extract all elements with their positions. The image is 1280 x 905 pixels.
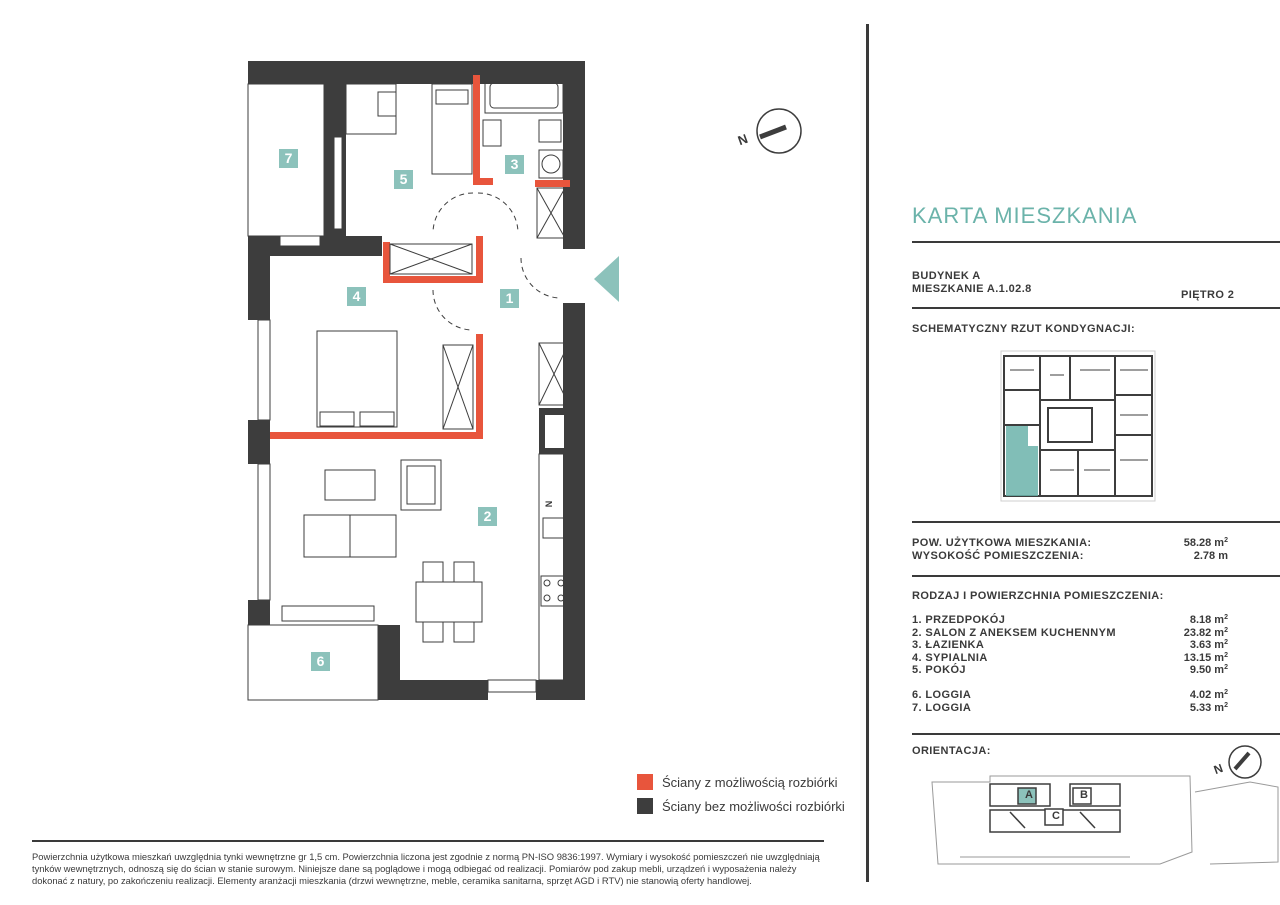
room-badge-4: 4 bbox=[347, 287, 366, 306]
rule-5 bbox=[912, 733, 1280, 735]
room-area: 13.15 $m^2$ bbox=[1183, 651, 1228, 664]
room-badge-3: 3 bbox=[505, 155, 524, 174]
room-row bbox=[912, 652, 1228, 665]
room-name: 4. SYPIALNIA bbox=[912, 651, 988, 664]
loggia-row bbox=[912, 702, 1228, 715]
site-plan bbox=[930, 772, 1280, 867]
room-row bbox=[912, 627, 1228, 640]
loggia-row bbox=[912, 689, 1228, 702]
room-area: 23.82 $m^2$ bbox=[1183, 626, 1228, 639]
height-label: WYSOKOŚĆ POMIESZCZENIA: bbox=[912, 550, 1084, 562]
room-row bbox=[912, 639, 1228, 652]
rooms-list bbox=[912, 614, 1228, 677]
room-row bbox=[912, 664, 1228, 677]
site-building-a: A bbox=[1025, 789, 1033, 801]
loggia-area: 5.33 $m^2$ bbox=[1189, 701, 1228, 714]
apartment-label: MIESZKANIE A.1.02.8 bbox=[912, 283, 1032, 295]
site-building-c: C bbox=[1052, 810, 1060, 822]
usable-area-label: POW. UŻYTKOWA MIESZKANIA: bbox=[912, 537, 1092, 549]
room-area: 3.63 $m^2$ bbox=[1189, 639, 1228, 651]
plan-compass bbox=[757, 109, 801, 153]
room-badge-5: 5 bbox=[394, 170, 413, 189]
height-value: 2.78 m bbox=[1193, 550, 1228, 562]
rooms-label: RODZAJ I POWIERZCHNIA POMIESZCZENIA: bbox=[912, 590, 1164, 602]
loggia-list bbox=[912, 689, 1228, 714]
orientation-label: ORIENTACJA: bbox=[912, 745, 991, 757]
rule-2 bbox=[912, 307, 1280, 309]
legend-swatch-removable bbox=[637, 774, 653, 790]
legend-removable-label: Ściany z możliwością rozbiórki bbox=[662, 775, 838, 790]
floor-label: PIĘTRO 2 bbox=[1181, 289, 1235, 301]
schematic-label: SCHEMATYCZNY RZUT KONDYGNACJI: bbox=[912, 323, 1136, 335]
room-badge-7: 7 bbox=[279, 149, 298, 168]
room-name: 5. POKÓJ bbox=[912, 664, 966, 676]
plan-compass-letter: N bbox=[735, 130, 750, 149]
room-row bbox=[912, 614, 1228, 627]
usable-area-value: 58.28 $m^2$ bbox=[1183, 537, 1228, 549]
legend-swatch-fixed bbox=[637, 798, 653, 814]
room-badge-2: 2 bbox=[478, 507, 497, 526]
footer-rule bbox=[32, 840, 824, 842]
schematic-floor-plan bbox=[1000, 350, 1156, 502]
room-name: 3. ŁAZIENKA bbox=[912, 639, 985, 651]
site-building-b: B bbox=[1080, 789, 1088, 801]
removable-walls bbox=[270, 75, 570, 439]
loggia-area: 4.02 $m^2$ bbox=[1189, 689, 1228, 701]
room-badge-1: 1 bbox=[500, 289, 519, 308]
room-area: 8.18 $m^2$ bbox=[1189, 614, 1228, 626]
footer-disclaimer: Powierzchnia użytkowa mieszkań uwzględnia tynki wewnętrzne gr 1,5 cm. Powierzchnia liczona jest zgodnie z normą PN-ISO 9836:1997. Wymiary i wysokość pomieszczeń nie uwzględniają tynków wewnętrznych, odnoszą się do ścian w stanie surowym. Niniejsze dane są poglądowe i mogą odbiegać od realizacji. Pomiarów pod zakup mebli, urządzeń i wyposażenia należy dokonać z natury, po zakończeniu realizacji. Elementy aranżacji mieszkania (drzwi wewnętrzne, meble, ceramika sanitarna, sprzęt AGD i RTV) nie stanowią oferty handlowej. bbox=[32, 851, 820, 886]
room-area: 9.50 $m^2$ bbox=[1189, 664, 1228, 676]
room-name: 1. PRZEDPOKÓJ bbox=[912, 614, 1006, 626]
door-swings bbox=[433, 193, 561, 330]
loggia-name: 6. LOGGIA bbox=[912, 689, 972, 701]
panel-separator bbox=[866, 24, 869, 882]
room-name: 2. SALON Z ANEKSEM KUCHENNYM bbox=[912, 626, 1116, 639]
legend-fixed-label: Ściany bez możliwości rozbiórki bbox=[662, 799, 845, 814]
orientation-compass-letter: N bbox=[1211, 760, 1225, 778]
room-badge-6: 6 bbox=[311, 652, 330, 671]
building-label: BUDYNEK A bbox=[912, 270, 981, 282]
rule-3 bbox=[912, 521, 1280, 523]
card-title: KARTA MIESZKANIA bbox=[912, 203, 1138, 228]
kitchen-compass-letter: N bbox=[543, 500, 554, 508]
rule-4 bbox=[912, 575, 1280, 577]
entrance-arrow bbox=[594, 256, 619, 302]
rule-1 bbox=[912, 241, 1280, 243]
loggia-name: 7. LOGGIA bbox=[912, 701, 972, 714]
